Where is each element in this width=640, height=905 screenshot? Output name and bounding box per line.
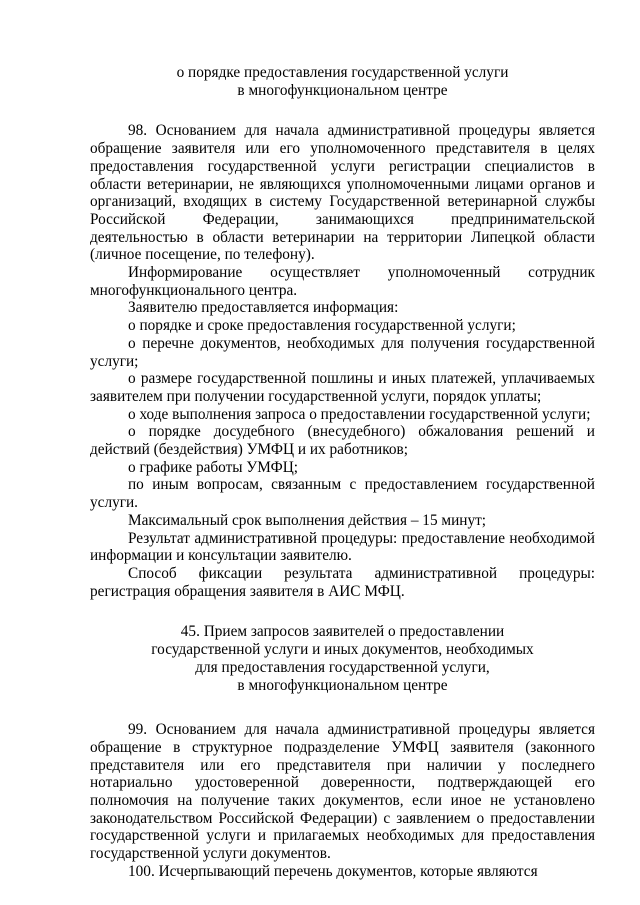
- list-item: о ходе выполнения запроса о предоставлении государственной услуги;: [128, 405, 591, 423]
- paragraph-100: 100. Исчерпывающий перечень документов, которые являются: [128, 862, 538, 880]
- list-item: по иным вопросам, связанным с предоставлением государственной услуги.: [90, 476, 595, 512]
- section-title-line: для предоставления государственной услуги,: [195, 658, 490, 676]
- list-item: о перечне документов, необходимых для получения государственной услуги;: [90, 334, 595, 370]
- header-line: в многофункциональном центре: [237, 81, 448, 99]
- paragraph-informing: Информирование осуществляет уполномоченный сотрудник многофункционального центра.: [90, 264, 595, 299]
- section-title-line: 45. Прием запросов заявителей о предоставлении: [180, 623, 505, 641]
- section-98: [90, 122, 595, 600]
- header-line: о порядке предоставления государственной услуги: [176, 64, 509, 81]
- list-item: о графике работы УМФЦ;: [128, 458, 299, 476]
- list-item: о размере государственной пошлины и иных платежей, уплачиваемых заявителем при получении государственной услуги, порядок уплаты;: [90, 370, 595, 405]
- list-item: о порядке и сроке предоставления государственной услуги;: [128, 317, 516, 335]
- paragraph-max-time: Максимальный срок выполнения действия – 15 минут;: [128, 511, 487, 529]
- section-title-line: в многофункциональном центре: [237, 676, 448, 694]
- paragraph-98: 98. Основанием для начала административной процедуры является обращение заявителя или его уполномоченного представителя в целях предоставления государственной услуги регистрации специалистов в области ветеринарии, не являющихся уполномоченными лицами органов и организаций, входящих в систему Государственной ветеринарной службы Российской Федерации, занимающихся предпринимательской деятельностью в области ветеринарии на территории Липецкой области (личное посещение, по телефону).: [90, 122, 595, 264]
- list-item: о порядке досудебного (внесудебного) обжалования решений и действий (бездействия) УМФЦ и их работников;: [90, 423, 595, 459]
- section-45-title: [90, 623, 595, 694]
- section-99: [90, 721, 595, 880]
- paragraph-result: Результат административной процедуры: предоставление необходимой информации и консультации заявителю.: [90, 529, 595, 565]
- paragraph-fixation: Способ фиксации результата административной процедуры: регистрация обращения заявителя в АИС МФЦ.: [90, 564, 595, 600]
- header-title: [90, 64, 595, 99]
- paragraph-info-provided: Заявителю предоставляется информация:: [128, 299, 399, 317]
- section-title-line: государственной услуги и иных документов, необходимых: [151, 641, 534, 659]
- document-content: [90, 64, 595, 881]
- paragraph-99: 99. Основанием для начала административной процедуры является обращение в структурное подразделение УМФЦ заявителя (законного представителя или его представителя при наличии у последнего нотариально удостоверенной доверенности, подтверждающей его полномочия на получение таких документов, если иное не установлено законодательством Российской Федерации) с заявлением о предоставлении государственной услуги и прилагаемых необходимых для предоставления государственной услуги документов.: [90, 721, 595, 863]
